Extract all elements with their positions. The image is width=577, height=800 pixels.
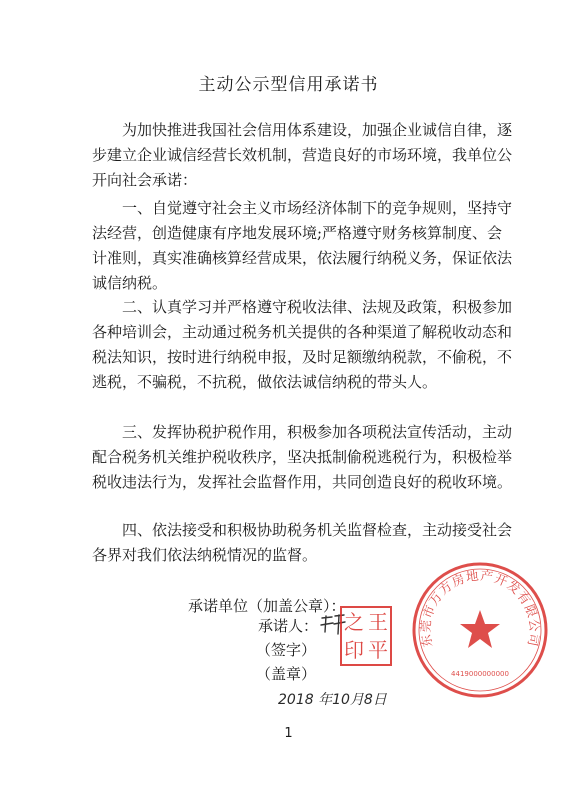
signature-note: （签字）: [256, 641, 317, 659]
page-number: 1: [284, 726, 293, 741]
intro-paragraph: 为加快推进我国社会信用体系建设，加强企业诚信自律，逐步建立企业诚信经营长效机制，营造良好的市场环境，我单位公开向社会承诺：: [92, 121, 513, 189]
seal-char: 王: [368, 610, 388, 634]
seal-star-icon: [460, 610, 500, 648]
seal-note: （盖章）: [256, 665, 317, 683]
document-title: 主动公示型信用承诺书: [198, 75, 379, 95]
signing-date: 2018 年10月8日: [278, 692, 387, 708]
company-seal-name: 东莞市万方房地产开发有限公司: [417, 567, 543, 649]
signer-label: 承诺人：: [258, 617, 319, 635]
company-seal-code: 4419000000000: [451, 670, 509, 678]
commitment-paragraph-4: 四、依法接受和积极协助税务机关监督检查，主动接受社会各界对我们依法纳税情况的监督。: [92, 521, 513, 564]
signing-unit-label: 承诺单位（加盖公章）：: [188, 597, 346, 615]
company-seal-stamp: [410, 560, 550, 700]
commitment-paragraph-1: 一、自觉遵守社会主义市场经济体制下的竞争规则，坚持守法经营，创造健康有序地发展环境;严格遵守财务核算制度、会计准则，真实准确核算经营成果，依法履行纳税义务，保证依法诚信纳税。: [92, 199, 513, 292]
commitment-paragraph-2: 二、认真学习并严格遵守税收法律、法规及政策，积极参加各种培训会，主动通过税务机关提供的各种渠道了解税收动态和税法知识，按时进行纳税申报，及时足额缴纳税款，不偷税，不逃税，不骗税，不抗税，做依法诚信纳税的带头人。: [92, 298, 513, 391]
seal-char: 之: [344, 610, 364, 634]
seal-char: 印: [344, 638, 364, 662]
seal-char: 平: [368, 638, 388, 662]
commitment-paragraph-3: 三、发挥协税护税作用，积极参加各项税法宣传活动，主动配合税务机关维护税收秩序，坚决抵制偷税逃税行为，积极检举税收违法行为，发挥社会监督作用，共同创造良好的税收环境。: [92, 423, 513, 491]
personal-seal-stamp: [340, 606, 392, 666]
